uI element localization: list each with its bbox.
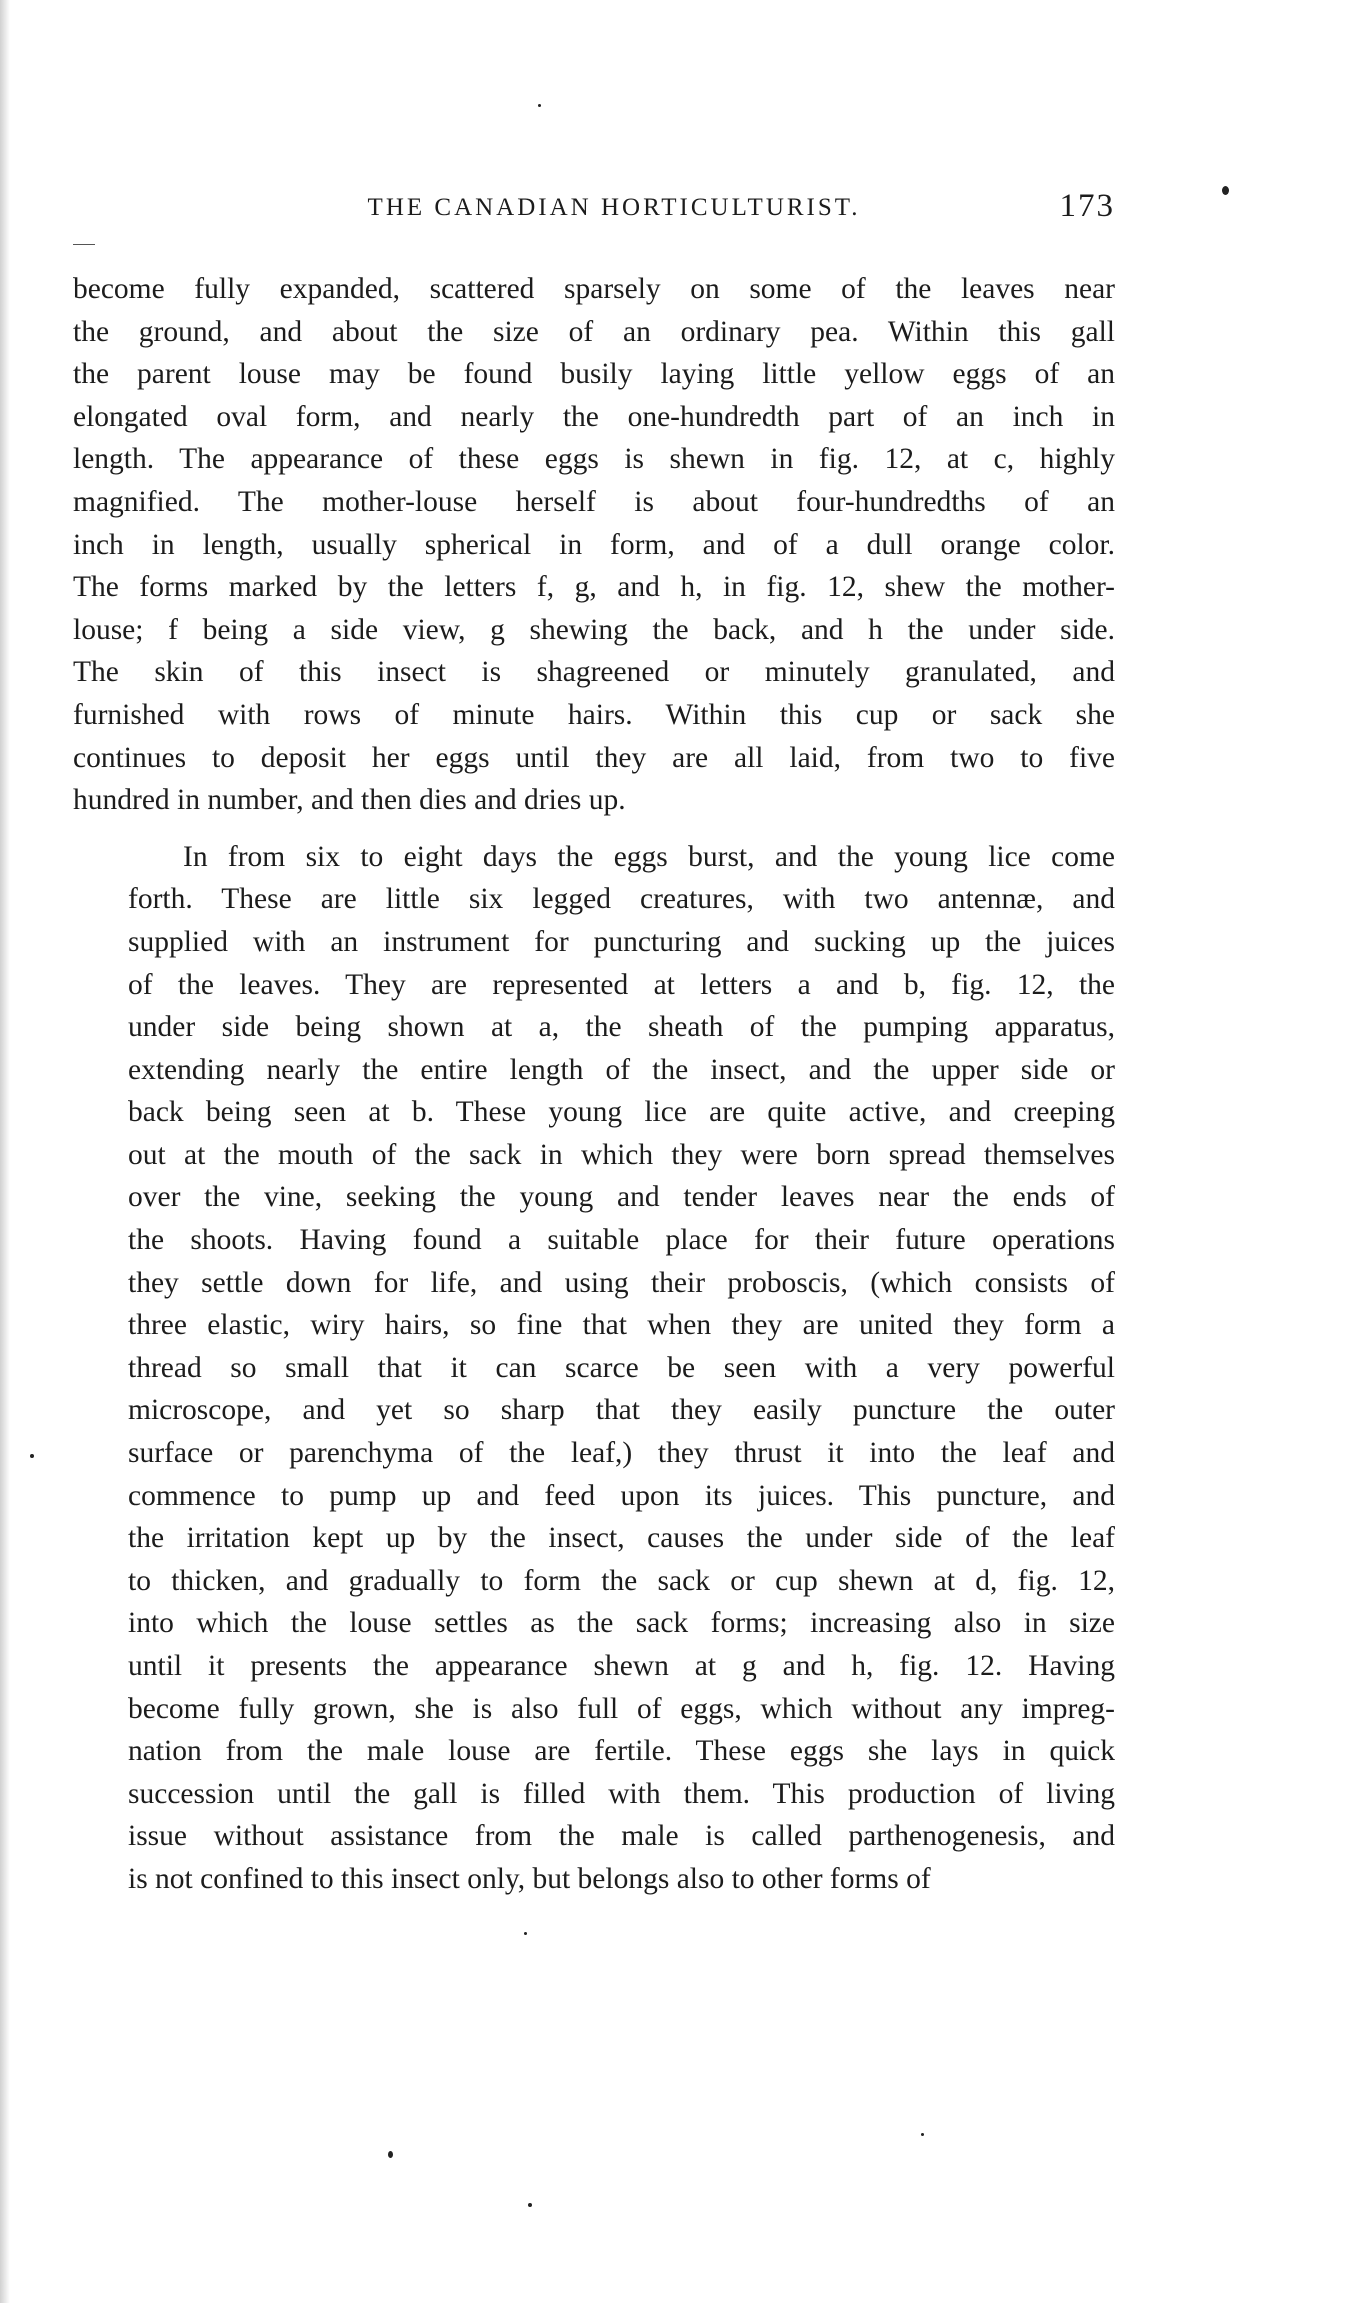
text-line: out at the mouth of the sack in which they were born spread themselves [128, 1138, 1115, 1171]
text-line: The skin of this insect is shagreened or minutely granulated, and [73, 656, 1115, 689]
text-line: magnified. The mother-louse herself is about four-hundredths of an [73, 485, 1115, 518]
text-line: into which the louse settles as the sack forms; increasing also in size [128, 1607, 1115, 1640]
print-speck [388, 2151, 393, 2158]
text-line: supplied with an instrument for puncturing and sucking up the juices [128, 925, 1115, 958]
running-head [73, 188, 1115, 232]
print-speck [538, 104, 541, 107]
text-line: extending nearly the entire length of the insect, and the upper side or [128, 1053, 1115, 1086]
text-line: forth. These are little six legged creatures, with two antennæ, and [128, 883, 1115, 916]
text-line: become fully grown, she is also full of eggs, which without any impreg- [128, 1692, 1115, 1725]
text-line: of the leaves. They are represented at letters a and b, fig. 12, the [128, 968, 1115, 1001]
header-tick-mark [73, 244, 95, 245]
text-line: inch in length, usually spherical in form, and of a dull orange color. [73, 528, 1115, 561]
text-line: the parent louse may be found busily laying little yellow eggs of an [73, 358, 1115, 391]
text-line: microscope, and yet so sharp that they easily puncture the outer [128, 1394, 1115, 1427]
text-line: under side being shown at a, the sheath of the pumping apparatus, [128, 1011, 1115, 1044]
text-line: they settle down for life, and using their proboscis, (which consists of [128, 1266, 1115, 1299]
text-line: to thicken, and gradually to form the sack or cup shewn at d, fig. 12, [128, 1564, 1115, 1597]
page-number: 173 [1059, 188, 1115, 224]
text-line: the ground, and about the size of an ordinary pea. Within this gall [73, 315, 1115, 348]
text-line: louse; f being a side view, g shewing the back, and h the under side. [73, 613, 1115, 646]
print-speck [30, 1454, 34, 1458]
text-line: the shoots. Having found a suitable place for their future operations [128, 1224, 1115, 1257]
text-line: commence to pump up and feed upon its juices. This puncture, and [128, 1479, 1115, 1512]
text-line: continues to deposit her eggs until they are all laid, from two to five [73, 741, 1115, 774]
text-line: elongated oval form, and nearly the one-hundredth part of an inch in [73, 400, 1115, 433]
text-line: hundred in number, and then dies and dries up. [73, 784, 626, 817]
text-line: back being seen at b. These young lice are quite active, and creeping [128, 1096, 1115, 1129]
text-line: succession until the gall is filled with them. This production of living [128, 1777, 1115, 1810]
text-line: length. The appearance of these eggs is shewn in fig. 12, at c, highly [73, 443, 1115, 476]
text-line: is not confined to this insect only, but belongs also to other forms of [128, 1862, 931, 1895]
print-speck [524, 1932, 527, 1935]
text-line: In from six to eight days the eggs burst, and the young lice come [183, 840, 1115, 873]
text-line: nation from the male louse are fertile. These eggs she lays in quick [128, 1735, 1115, 1768]
text-line: until it presents the appearance shewn at g and h, fig. 12. Having [128, 1650, 1115, 1682]
print-speck [1222, 186, 1229, 195]
running-title: THE CANADIAN HORTICULTURIST. [367, 194, 861, 221]
text-line: The forms marked by the letters f, g, and h, in fig. 12, shew the mother- [73, 571, 1115, 604]
text-line: the irritation kept up by the insect, causes the under side of the leaf [128, 1522, 1115, 1555]
body-text [73, 268, 1115, 1901]
paragraph-1 [73, 268, 1115, 822]
print-speck [921, 2133, 924, 2136]
page-edge-shadow [0, 0, 10, 2303]
paragraph-2 [73, 836, 1115, 1901]
print-speck [528, 2203, 532, 2207]
text-line: three elastic, wiry hairs, so fine that when they are united they form a [128, 1309, 1115, 1342]
text-line: issue without assistance from the male is called parthenogenesis, and [128, 1820, 1115, 1853]
text-line: furnished with rows of minute hairs. Within this cup or sack she [73, 698, 1115, 731]
text-line: surface or parenchyma of the leaf,) they thrust it into the leaf and [128, 1437, 1115, 1470]
text-line: thread so small that it can scarce be seen with a very powerful [128, 1351, 1115, 1384]
text-line: become fully expanded, scattered sparsely on some of the leaves near [73, 273, 1115, 305]
text-line: over the vine, seeking the young and tender leaves near the ends of [128, 1181, 1115, 1214]
